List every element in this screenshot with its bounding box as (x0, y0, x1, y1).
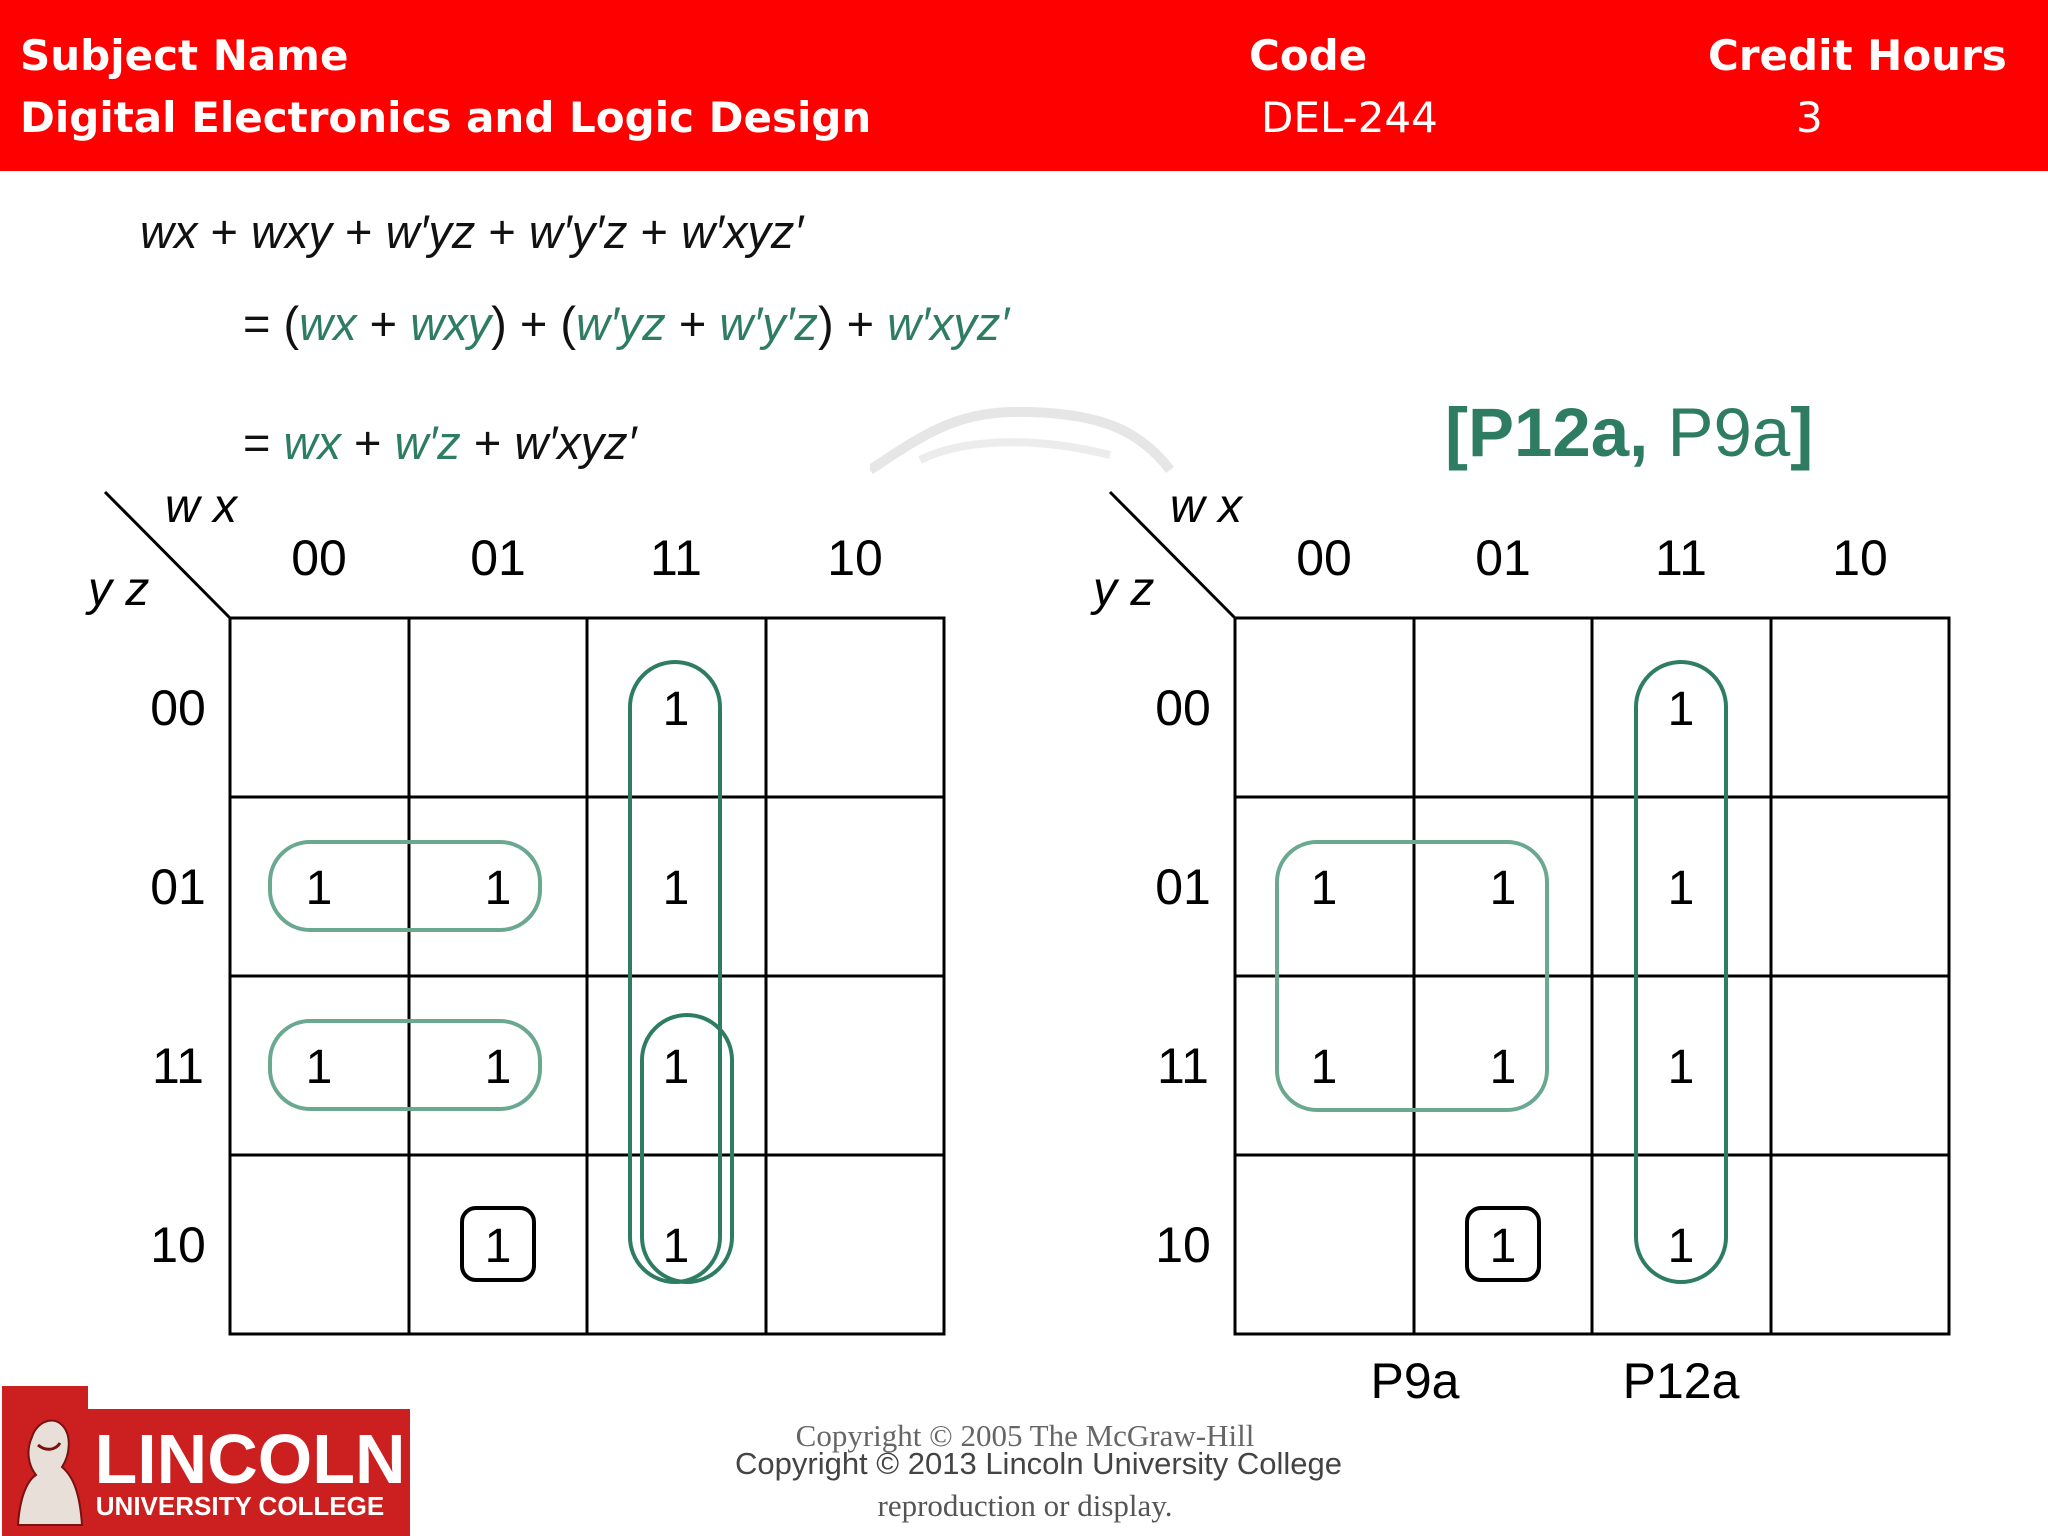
cell-value: 1 (1310, 1041, 1338, 1094)
cell-value: 1 (1489, 1041, 1517, 1094)
bottom-label-p9a: P9a (1370, 1353, 1460, 1409)
column-label: 01 (1475, 530, 1531, 586)
cell-value: 1 (305, 1041, 333, 1094)
row-variable-label: y z (1093, 563, 1155, 616)
cell-value: 1 (1489, 862, 1517, 915)
column-label: 11 (650, 530, 702, 586)
column-label: 10 (1832, 530, 1888, 586)
cell-value: 1 (1667, 862, 1695, 915)
column-variable-label: w x (1170, 480, 1242, 533)
expression-line-3: = wx + w′z + w′xyz′ (243, 416, 637, 469)
row-label: 10 (150, 1217, 206, 1273)
column-label: 01 (470, 530, 526, 586)
cell-value: 1 (662, 1041, 690, 1094)
row-label: 11 (152, 1038, 204, 1094)
row-variable-label: y z (88, 563, 150, 616)
row-label: 00 (1155, 680, 1211, 736)
credit-hours-value: 3 (1796, 93, 1823, 142)
row-label: 00 (150, 680, 206, 736)
cell-value: 1 (484, 1041, 512, 1094)
row-label: 11 (1157, 1038, 1209, 1094)
cell-value: 1 (1667, 1220, 1695, 1273)
subject-name-value: Digital Electronics and Logic Design (20, 93, 872, 142)
code-label: Code (1249, 31, 1368, 80)
column-label: 10 (827, 530, 883, 586)
copyright-lincoln: Copyright © 2013 Lincoln University College (735, 1446, 1342, 1481)
code-value: DEL-244 (1261, 93, 1438, 142)
cell-value: 1 (1489, 1220, 1517, 1273)
expression-line-1: wx + wxy + w′yz + w′y′z + w′xyz′ (140, 205, 804, 258)
cell-value: 1 (662, 1220, 690, 1273)
cell-value: 1 (484, 1220, 512, 1273)
cell-value: 1 (305, 862, 333, 915)
expression-line-2: = (wx + wxy) + (w′yz + w′y′z) + w′xyz′ (243, 297, 1010, 350)
cell-value: 1 (484, 862, 512, 915)
copyright-mcgraw-hill: Copyright © 2005 The McGraw-Hill (795, 1418, 1255, 1453)
logo-name: LINCOLN (94, 1420, 406, 1498)
cell-value: 1 (662, 683, 690, 736)
copyright-reproduction: reproduction or display. (877, 1488, 1173, 1523)
cell-value: 1 (1667, 683, 1695, 736)
subject-name-label: Subject Name (20, 31, 349, 80)
cell-value: 1 (1310, 862, 1338, 915)
column-label: 00 (291, 530, 347, 586)
karnaugh-map-left (80, 480, 960, 1350)
group-loop-p12a (1636, 662, 1726, 1282)
karnaugh-map-right (1085, 480, 1965, 1440)
row-label: 01 (150, 859, 206, 915)
cell-value: 1 (1667, 1041, 1695, 1094)
row-label: 01 (1155, 859, 1211, 915)
column-label: 00 (1296, 530, 1352, 586)
row-label: 10 (1155, 1217, 1211, 1273)
cell-value: 1 (662, 862, 690, 915)
column-variable-label: w x (165, 480, 237, 533)
column-label: 11 (1655, 530, 1707, 586)
lincoln-university-college-logo (0, 1385, 412, 1536)
bottom-label-p12a: P12a (1622, 1353, 1740, 1409)
header-bar (0, 0, 2048, 171)
logo-subtitle: UNIVERSITY COLLEGE (95, 1491, 385, 1521)
prime-implicant-label: [P12a, P9a] (1445, 394, 1814, 471)
credit-hours-label: Credit Hours (1708, 31, 2007, 80)
watermark-mark (870, 400, 1190, 480)
